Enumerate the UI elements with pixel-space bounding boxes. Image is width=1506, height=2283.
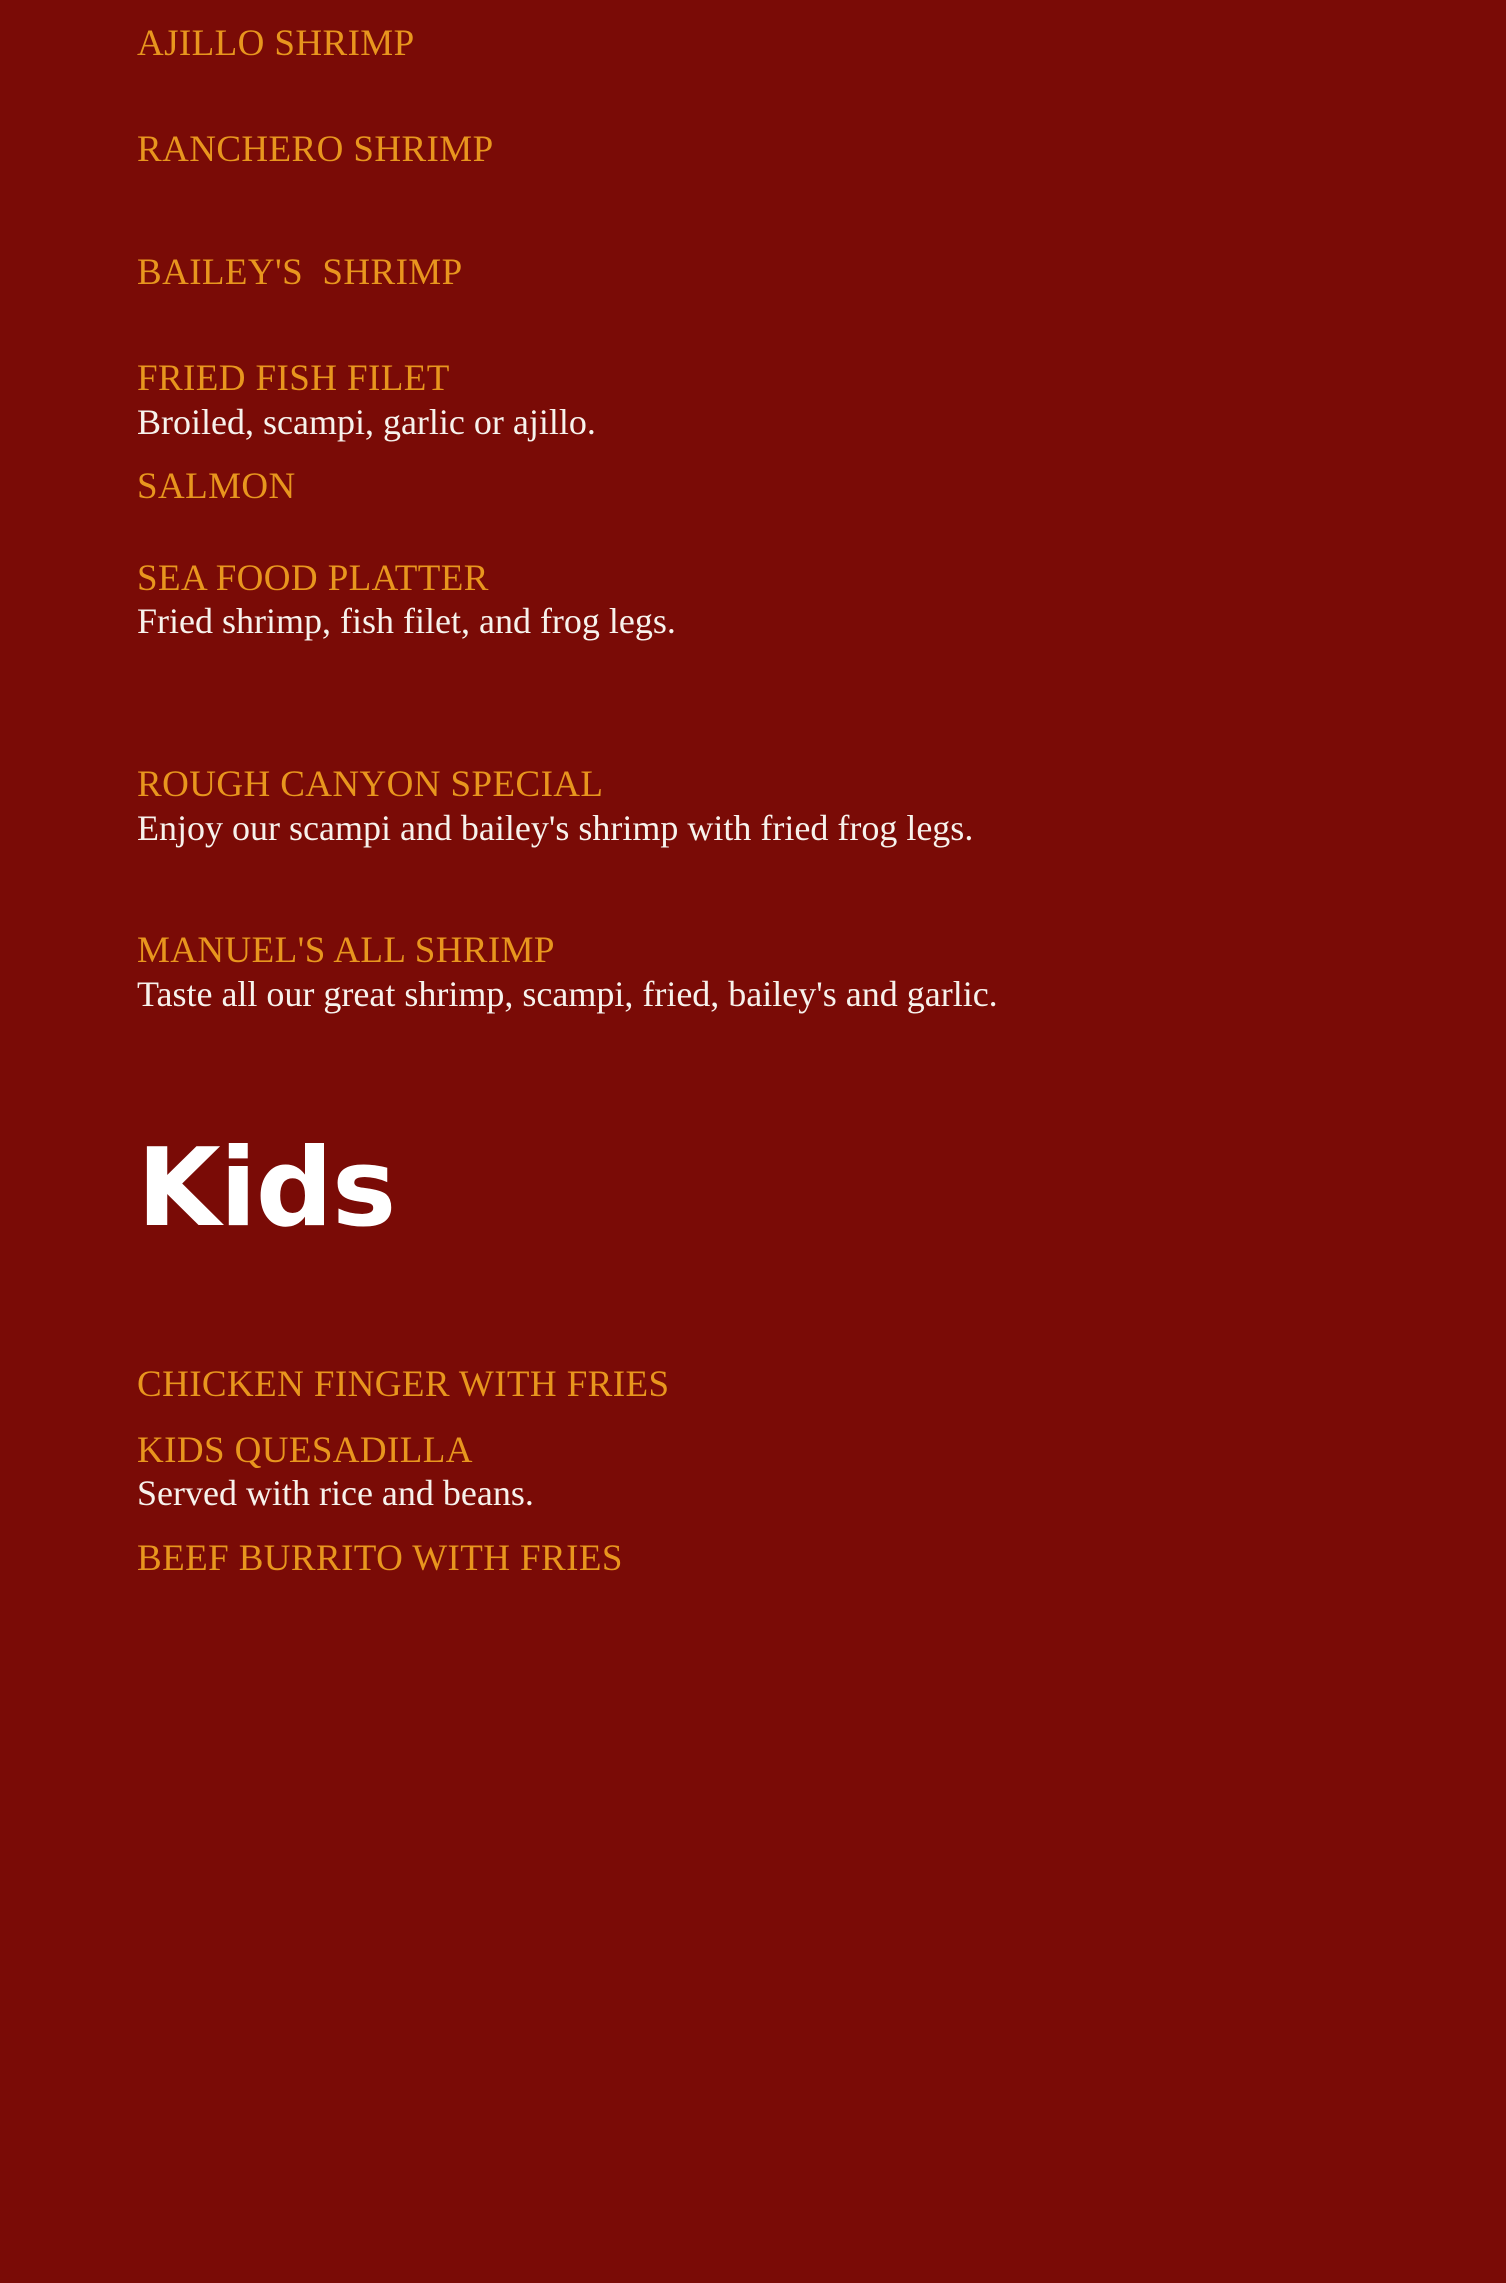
menu-item-rough-canyon-special (137, 763, 1386, 849)
spacer (137, 66, 1386, 128)
spacer (137, 849, 1386, 929)
menu-item-name: MANUEL'S ALL SHRIMP (137, 930, 555, 971)
spacer (137, 1243, 1386, 1363)
menu-item-name: KIDS QUESADILLA (137, 1429, 473, 1471)
menu-item-beef-burrito-with-fries (137, 1537, 1386, 1581)
spacer (137, 295, 1386, 357)
menu-item-sea-food-platter (137, 557, 1386, 643)
menu-item-manuels-all-shrimp (137, 929, 1386, 1015)
spacer (137, 1407, 1386, 1429)
menu-item-chicken-finger-with-fries (137, 1363, 1386, 1407)
spacer (137, 443, 1386, 465)
menu-item-salmon (137, 465, 1386, 509)
menu-item-name: CHICKEN FINGER WITH FRIES (137, 1364, 670, 1406)
menu-item-ajillo-shrimp (137, 22, 1386, 66)
spacer (137, 1015, 1386, 1135)
menu-item-name: ROUGH CANYON SPECIAL (137, 763, 604, 805)
menu-item-description: Broiled, scampi, garlic or ajillo. (137, 401, 596, 442)
menu-item-fried-fish-filet (137, 357, 1386, 443)
menu-item-description: Enjoy our scampi and bailey's shrimp with fried frog legs. (137, 807, 974, 848)
menu-item-description: Taste all our great shrimp, scampi, fried, bailey's and garlic. (137, 973, 998, 1014)
spacer (137, 509, 1386, 557)
menu-item-name: RANCHERO SHRIMP (137, 128, 494, 170)
menu-item-ranchero-shrimp (137, 128, 1386, 172)
spacer (137, 1515, 1386, 1537)
menu-item-description: Fried shrimp, fish filet, and frog legs. (137, 601, 676, 642)
spacer (137, 171, 1386, 251)
menu-item-baileys-shrimp (137, 251, 1386, 295)
section-heading-kids: Kids (137, 1126, 396, 1252)
menu-item-name: FRIED FISH FILET (137, 357, 450, 399)
menu-item-name: SEA FOOD PLATTER (137, 557, 489, 599)
menu-item-name: AJILLO SHRIMP (137, 23, 415, 64)
menu-item-name: BEEF BURRITO WITH FRIES (137, 1537, 623, 1579)
menu-item-description: Served with rice and beans. (137, 1473, 534, 1514)
spacer (137, 643, 1386, 763)
menu-item-name: BAILEY'S SHRIMP (137, 252, 463, 294)
menu-item-kids-quesadilla (137, 1429, 1386, 1515)
menu-item-name: SALMON (137, 466, 296, 508)
